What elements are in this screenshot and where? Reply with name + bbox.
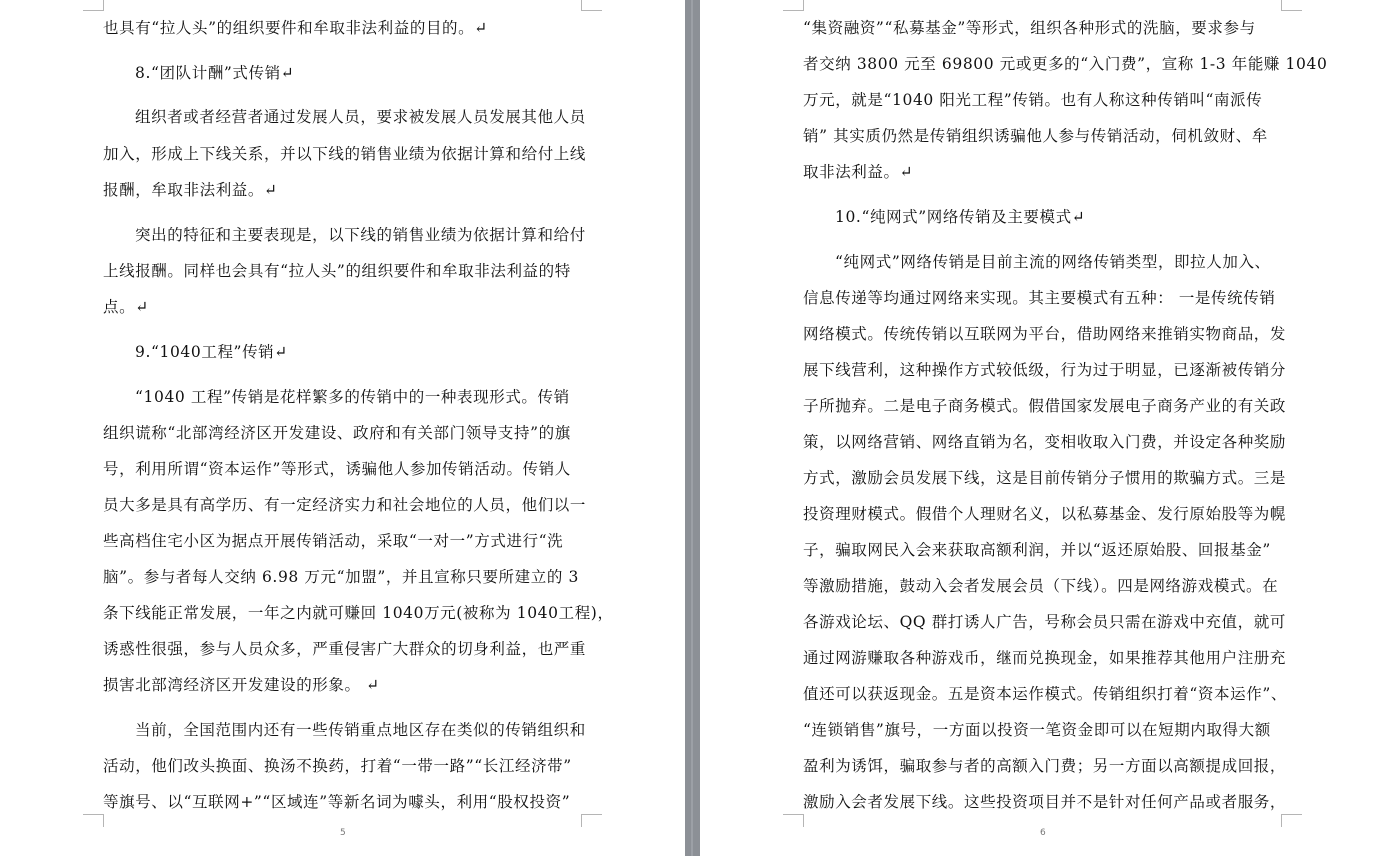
text-line[interactable]: 取非法利益。↵ bbox=[803, 163, 914, 181]
text-line[interactable]: 值还可以获返现金。五是资本运作模式。传销组织打着“资本运作”、 bbox=[803, 685, 1287, 703]
section-heading[interactable]: 9.“1040工程”传销↵ bbox=[135, 343, 288, 361]
text-line[interactable]: 者交纳 3800 元至 69800 元或更多的“入门费”，宣称 1-3 年能赚 1040 bbox=[803, 55, 1328, 73]
text-line[interactable]: 加入，形成上下线关系，并以下线的销售业绩为依据计算和给付上线 bbox=[103, 145, 587, 163]
text-line[interactable]: 盈利为诱饵，骗取参与者的高额入门费；另一方面以高额提成回报， bbox=[803, 757, 1287, 775]
text-line[interactable]: “纯网式”网络传销是目前主流的网络传销类型，即拉人加入、 bbox=[835, 253, 1271, 271]
text-line[interactable]: 销” 其实质仍然是传销组织诱骗他人参与传销活动，伺机敛财、牟 bbox=[803, 127, 1268, 145]
text-line[interactable]: 员大多是具有高学历、有一定经济实力和社会地位的人员，他们以一 bbox=[103, 496, 587, 514]
text-line[interactable]: 组织谎称“北部湾经济区开发建设、政府和有关部门领导支持”的旗 bbox=[103, 424, 571, 442]
text-line[interactable]: 信息传递等均通过网络来实现。其主要模式有五种： 一是传统传销 bbox=[803, 289, 1276, 307]
text-line[interactable]: 子所抛弃。二是电子商务模式。假借国家发展电子商务产业的有关政 bbox=[803, 397, 1287, 415]
text-line[interactable]: 活动，他们改头换面、换汤不换药，打着“一带一路”“长江经济带” bbox=[103, 757, 572, 775]
text-line[interactable]: 突出的特征和主要表现是，以下线的销售业绩为依据计算和给付 bbox=[135, 226, 586, 244]
text-line[interactable]: “1040 工程”传销是花样繁多的传销中的一种表现形式。传销 bbox=[135, 388, 570, 406]
text-line[interactable]: 号，利用所谓“资本运作”等形式，诱骗他人参加传销活动。传销人 bbox=[103, 460, 571, 478]
crop-mark bbox=[581, 814, 602, 827]
crop-mark bbox=[783, 0, 804, 11]
text-line[interactable]: 也具有“拉人头”的组织要件和牟取非法利益的目的。↵ bbox=[103, 19, 488, 37]
text-line[interactable]: 万元，就是“1040 阳光工程”传销。也有人称这种传销叫“南派传 bbox=[803, 91, 1263, 109]
document-page-5 bbox=[0, 0, 685, 856]
crop-mark bbox=[1281, 0, 1302, 11]
text-line[interactable]: 报酬，牟取非法利益。↵ bbox=[103, 181, 278, 199]
text-line[interactable]: 展下线营利，这种操作方式较低级，行为过于明显，已逐渐被传销分 bbox=[803, 361, 1287, 379]
crop-mark bbox=[1281, 814, 1302, 827]
text-line[interactable]: 策，以网络营销、网络直销为名，变相收取入门费，并设定各种奖励 bbox=[803, 433, 1287, 451]
text-line[interactable]: 条下线能正常发展，一年之内就可赚回 1040万元(被称为 1040工程)， bbox=[103, 604, 614, 622]
text-line[interactable]: 方式，激励会员发展下线，这是目前传销分子惯用的欺骗方式。三是 bbox=[803, 469, 1287, 487]
crop-mark bbox=[83, 0, 104, 11]
document-page-6 bbox=[700, 0, 1374, 856]
crop-mark bbox=[83, 814, 104, 827]
text-line[interactable]: 诱惑性很强，参与人员众多，严重侵害广大群众的切身利益，也严重 bbox=[103, 640, 587, 658]
text-line[interactable]: 各游戏论坛、QQ 群打诱人广告，号称会员只需在游戏中充值，就可 bbox=[803, 613, 1286, 631]
page-number: 5 bbox=[340, 828, 346, 838]
text-line[interactable]: “连锁销售”旗号，一方面以投资一笔资金即可以在短期内取得大额 bbox=[803, 721, 1271, 739]
text-line[interactable]: 投资理财模式。假借个人理财名义，以私募基金、发行原始股等为幌 bbox=[803, 505, 1287, 523]
page-gutter bbox=[685, 0, 700, 856]
page-number: 6 bbox=[1040, 828, 1046, 838]
text-line[interactable]: 等激励措施，鼓动入会者发展会员（下线）。四是网络游戏模式。在 bbox=[803, 577, 1279, 595]
text-line[interactable]: 损害北部湾经济区开发建设的形象。 ↵ bbox=[103, 676, 380, 694]
crop-mark bbox=[581, 0, 602, 11]
text-line[interactable]: 网络模式。传统传销以互联网为平台，借助网络来推销实物商品，发 bbox=[803, 325, 1287, 343]
text-line[interactable]: 通过网游赚取各种游戏币，继而兑换现金，如果推荐其他用户注册充 bbox=[803, 649, 1287, 667]
text-line[interactable]: 组织者或者经营者通过发展人员，要求被发展人员发展其他人员 bbox=[135, 108, 586, 126]
text-line[interactable]: 子，骗取网民入会来获取高额利润，并以“返还原始股、回报基金” bbox=[803, 541, 1271, 559]
text-line[interactable]: 点。↵ bbox=[103, 298, 149, 316]
text-line[interactable]: 等旗号、以“互联网+”“区域连”等新名词为噱头，利用“股权投资” bbox=[103, 793, 571, 811]
text-line[interactable]: 当前，全国范围内还有一些传销重点地区存在类似的传销组织和 bbox=[135, 721, 586, 739]
section-heading[interactable]: 8.“团队计酬”式传销↵ bbox=[135, 64, 295, 82]
text-line[interactable]: 些高档住宅小区为据点开展传销活动，采取“一对一”方式进行“洗 bbox=[103, 532, 564, 550]
text-line[interactable]: 上线报酬。同样也会具有“拉人头”的组织要件和牟取非法利益的特 bbox=[103, 262, 571, 280]
text-line[interactable]: “集资融资”“私募基金”等形式，组织各种形式的洗脑，要求参与 bbox=[803, 19, 1256, 37]
section-heading[interactable]: 10.“纯网式”网络传销及主要模式↵ bbox=[835, 208, 1086, 226]
text-line[interactable]: 激励入会者发展下线。这些投资项目并不是针对任何产品或者服务， bbox=[803, 793, 1287, 811]
text-line[interactable]: 脑”。参与者每人交纳 6.98 万元“加盟”，并且宣称只要所建立的 3 bbox=[103, 568, 579, 586]
crop-mark bbox=[783, 814, 804, 827]
